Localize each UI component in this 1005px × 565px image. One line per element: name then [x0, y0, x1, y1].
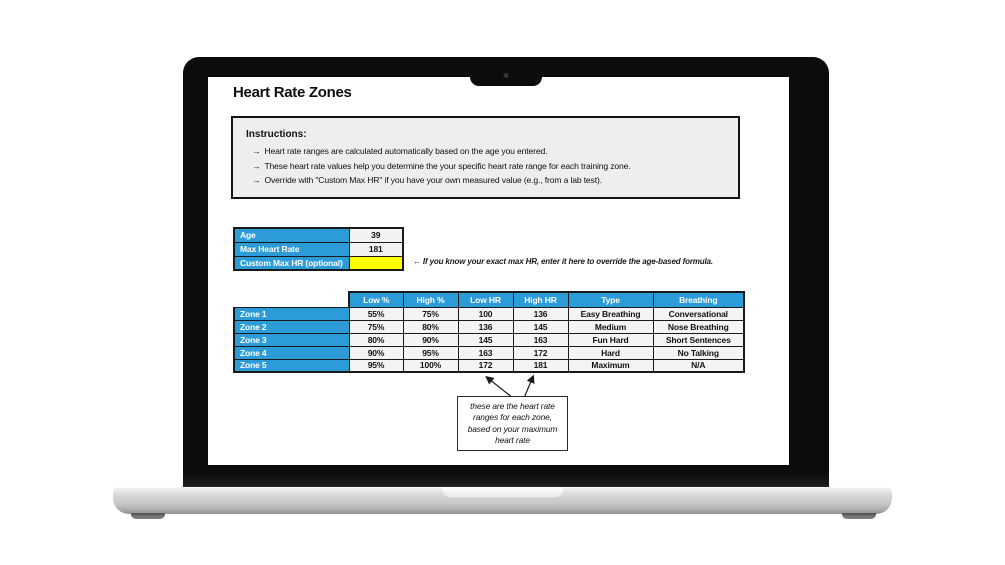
zone-cell: 90% [349, 346, 403, 359]
zone-cell: 181 [513, 359, 568, 372]
arrow-right-icon: → [252, 160, 261, 171]
zone-row-4 [234, 346, 744, 359]
instructions-box [231, 116, 740, 199]
zone-cell: Maximum [568, 359, 653, 372]
age-label-cell: Age [234, 228, 349, 242]
zone-row-3 [234, 333, 744, 346]
zone-row-2 [234, 320, 744, 333]
zone-cell: 55% [349, 307, 403, 320]
arrow-right-icon: → [252, 146, 261, 156]
instruction-bullet-text: These heart rate values help you determine the your specific heart rate range for each training zone. [264, 160, 631, 171]
zone-cell: Medium [568, 320, 653, 333]
laptop-foot-right [842, 513, 876, 519]
instruction-bullet [252, 159, 738, 174]
zone-row-1 [234, 307, 744, 320]
zone-cell: Short Sentences [653, 333, 744, 346]
arrow-right-icon: → [252, 175, 261, 185]
instruction-bullet-text: Heart rate ranges are calculated automatically based on the age you entered. [264, 146, 548, 156]
zone-cell: 95% [349, 359, 403, 372]
zone-cell: 145 [458, 333, 513, 346]
zone-cell: Hard [568, 346, 653, 359]
custom-max-hr-label-cell: Custom Max HR (optional) [234, 256, 349, 270]
zones-header-low-hr: Low HR [458, 292, 513, 307]
input-row-custom-max-hr [234, 256, 403, 270]
instruction-bullet-text: Override with "Custom Max HR" if you have your own measured value (e.g., from a lab test). [264, 175, 602, 185]
lid-lift-groove [442, 487, 564, 499]
zone-cell: Easy Breathing [568, 307, 653, 320]
zones-header-high-pct: High % [403, 292, 458, 307]
zone-label-cell: Zone 5 [234, 359, 349, 372]
laptop-bezel [183, 57, 829, 490]
webcam-icon [504, 73, 509, 78]
zone-cell: 172 [513, 346, 568, 359]
zone-cell: 163 [513, 333, 568, 346]
max-hr-label-cell: Max Heart Rate [234, 242, 349, 256]
zone-cell: 163 [458, 346, 513, 359]
max-hr-value-cell[interactable]: 181 [349, 242, 403, 256]
instructions-heading: Instructions: [246, 129, 307, 140]
zone-cell: Conversational [653, 307, 744, 320]
zone-cell: Fun Hard [568, 333, 653, 346]
zones-table [233, 291, 745, 373]
zone-cell: 80% [349, 333, 403, 346]
zone-cell: 75% [403, 307, 458, 320]
zones-header-type: Type [568, 292, 653, 307]
laptop-foot-left [131, 513, 165, 519]
zone-cell: Nose Breathing [653, 320, 744, 333]
zones-header-high-hr: High HR [513, 292, 568, 307]
zone-label-cell: Zone 4 [234, 346, 349, 359]
callout-box [457, 396, 568, 451]
zone-cell: No Talking [653, 346, 744, 359]
zone-label-cell: Zone 1 [234, 307, 349, 320]
zone-cell: 80% [403, 320, 458, 333]
callout-text: these are the heart rate ranges for each zone, based on your maximum heart rate [467, 400, 558, 445]
age-value-cell[interactable]: 39 [349, 228, 403, 242]
zone-cell: N/A [653, 359, 744, 372]
input-row-age [234, 228, 403, 242]
zone-label-cell: Zone 3 [234, 333, 349, 346]
zone-cell: 136 [513, 307, 568, 320]
zone-cell: 100 [458, 307, 513, 320]
zone-cell: 90% [403, 333, 458, 346]
zones-blank-corner-cell [234, 292, 349, 307]
zone-cell: 145 [513, 320, 568, 333]
instruction-bullet [252, 173, 738, 188]
input-row-max-heart-rate [234, 242, 403, 256]
zones-header-low-pct: Low % [349, 292, 403, 307]
laptop-screen [208, 77, 789, 465]
zone-row-5 [234, 359, 744, 372]
zone-label-cell: Zone 2 [234, 320, 349, 333]
custom-max-hr-input-cell[interactable] [349, 256, 403, 270]
laptop-base [113, 487, 892, 514]
zone-cell: 172 [458, 359, 513, 372]
zone-cell: 136 [458, 320, 513, 333]
page-title: Heart Rate Zones [233, 84, 352, 101]
zones-header-breathing: Breathing [653, 292, 744, 307]
instruction-bullet [252, 144, 738, 159]
camera-notch [470, 57, 542, 86]
custom-max-hr-note: ← If you know your exact max HR, enter it here to override the age-based formula. [413, 257, 713, 266]
inputs-table [233, 227, 404, 271]
zone-cell: 95% [403, 346, 458, 359]
zone-cell: 100% [403, 359, 458, 372]
zone-cell: 75% [349, 320, 403, 333]
zones-header-row [234, 292, 744, 307]
